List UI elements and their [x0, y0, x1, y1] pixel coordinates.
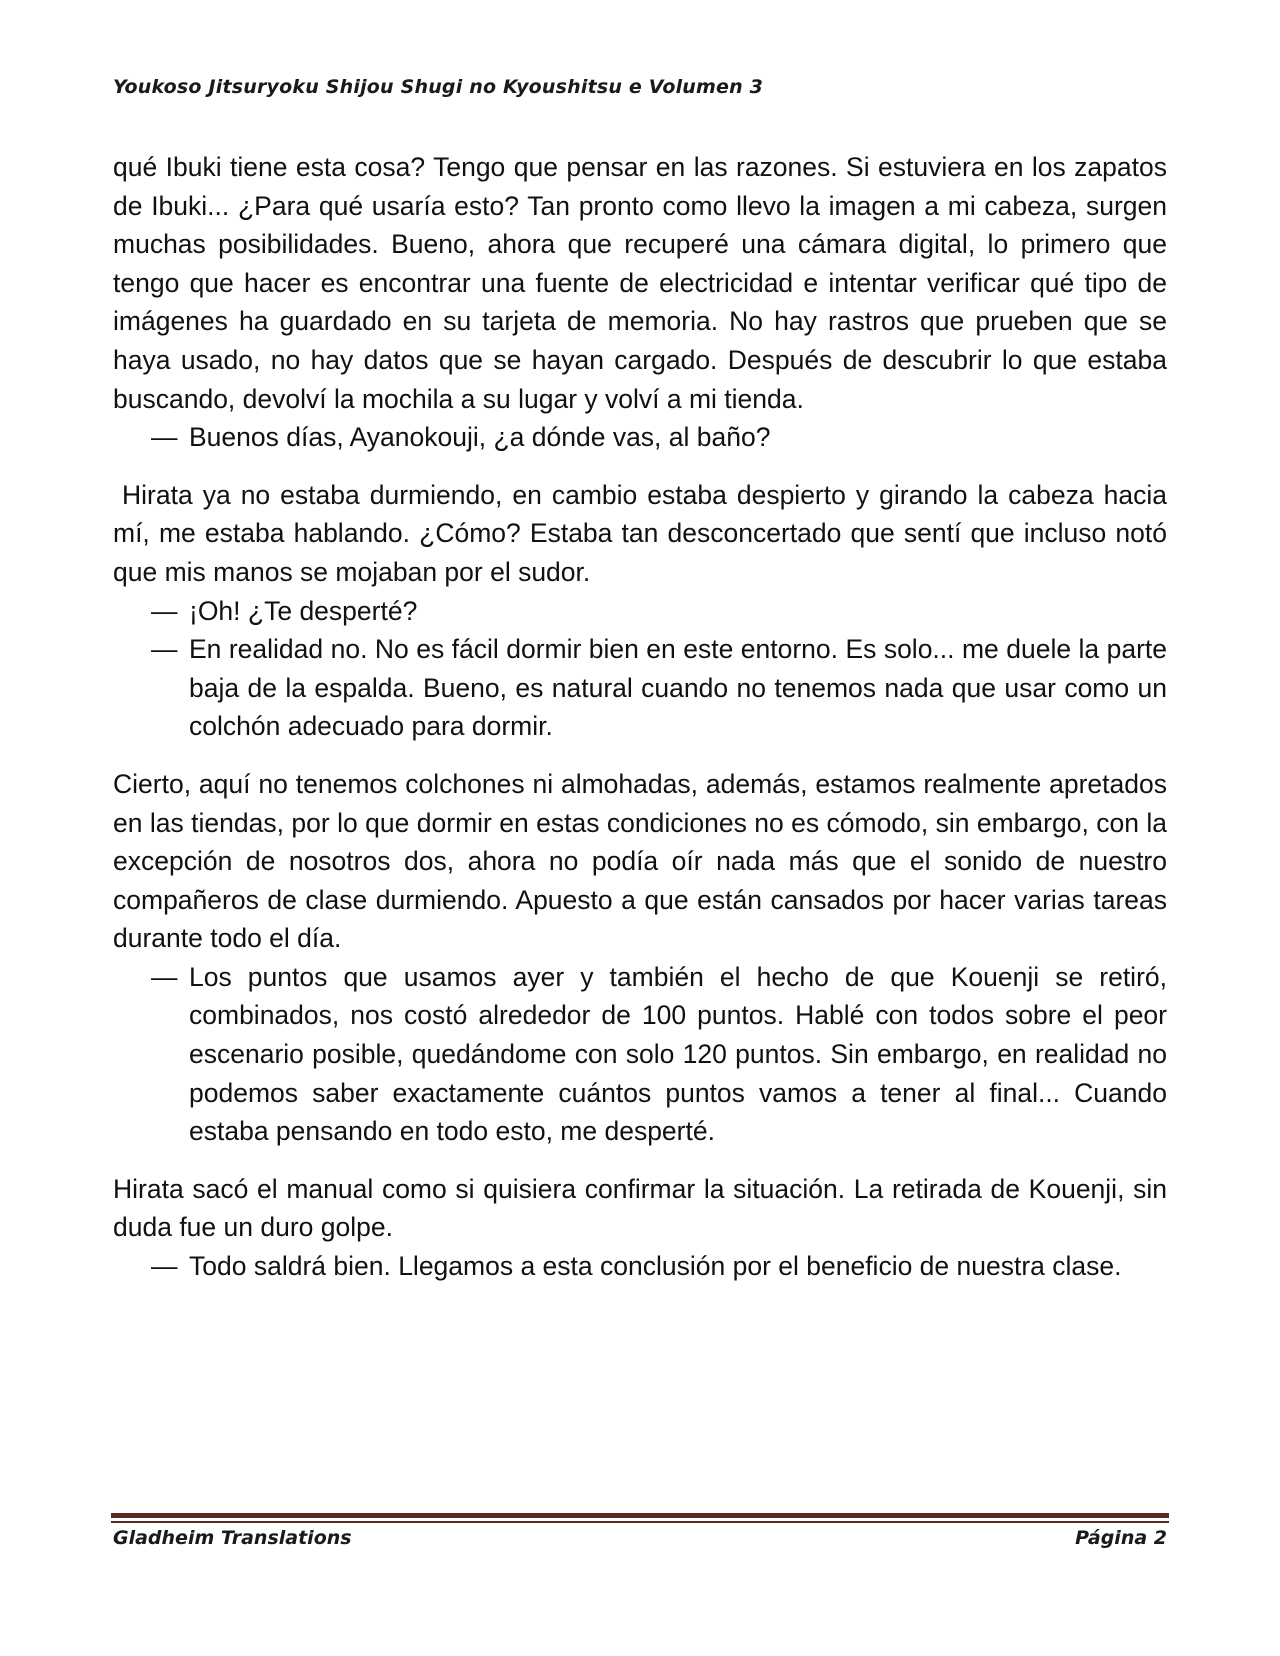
dialogue-dash: — — [151, 422, 178, 453]
dialogue-dash: — — [151, 1251, 178, 1282]
dialogue-group-1 — [113, 418, 1167, 457]
dialogue-dash: — — [151, 961, 178, 992]
paragraph-1: qué Ibuki tiene esta cosa? Tengo que pensar en las razones. Si estuviera en los zapatos de Ibuki... ¿Para qué usaría esto? Tan pronto como llevo la imagen a mi cabeza, surgen muchas posibilidades. Bueno, ahora que recuperé una cámara digital, lo primero que tengo que hacer es encontrar una fuente de electricidad e intentar verificar qué tipo de imágenes ha guardado en su tarjeta de memoria. No hay rastros que prueben que se haya usado, no hay datos que se hayan cargado. Después de descubrir lo que estaba buscando, devolví la mochila a su lugar y volví a mi tienda. — [113, 152, 1167, 414]
dialogue-text: Todo saldrá bien. Llegamos a esta conclusión por el beneficio de nuestra clase. — [189, 1251, 1122, 1282]
footer-page-number: Página 2 — [1075, 1527, 1167, 1549]
dialogue-line-3 — [113, 630, 1167, 746]
dialogue-dash: — — [151, 595, 178, 626]
dialogue-text: Los puntos que usamos ayer y también el hecho de que Kouenji se retiró, combinados, nos costó alrededor de 100 puntos. Hablé con todos sobre el peor escenario posible, quedándome con solo 120 puntos. Sin embargo, en realidad no podemos saber exactamente cuántos puntos vamos a tener al final... Cuando estaba pensando en todo esto, me desperté. — [189, 961, 1167, 1147]
paragraph-3: Cierto, aquí no tenemos colchones ni almohadas, además, estamos realmente apretados en las tiendas, por lo que dormir en estas condiciones no es cómodo, sin embargo, con la excepción de nosotros dos, ahora no podía oír nada más que el sonido de nuestro compañeros de clase durmiendo. Apuesto a que están cansados por hacer varias tareas durante todo el día. — [113, 768, 1167, 954]
dialogue-line-2 — [113, 592, 1167, 631]
dialogue-group-2 — [113, 592, 1167, 746]
dialogue-text: En realidad no. No es fácil dormir bien en este entorno. Es solo... me duele la parte baja de la espalda. Bueno, es natural cuando no tenemos nada que usar como un colchón adecuado para dormir. — [189, 634, 1167, 742]
footer-translator-credit: Gladheim Translations — [113, 1527, 352, 1549]
footer-divider-thick — [111, 1513, 1169, 1518]
body-text — [113, 148, 1167, 1286]
dialogue-line-4 — [113, 958, 1167, 1151]
dialogue-line-5 — [113, 1247, 1167, 1286]
dialogue-line-1 — [113, 418, 1167, 457]
paragraph-4: Hirata sacó el manual como si quisiera confirmar la situación. La retirada de Kouenji, sin duda fue un duro golpe. — [113, 1173, 1167, 1243]
dialogue-dash: — — [151, 634, 178, 665]
dialogue-group-3 — [113, 958, 1167, 1151]
dialogue-group-4 — [113, 1247, 1167, 1286]
paragraph-2: Hirata ya no estaba durmiendo, en cambio estaba despierto y girando la cabeza hacia mí, me estaba hablando. ¿Cómo? Estaba tan desconcertado que sentí que incluso notó que mis manos se mojaban por el sudor. — [113, 479, 1167, 587]
dialogue-text: ¡Oh! ¿Te desperté? — [189, 595, 418, 626]
dialogue-text: Buenos días, Ayanokouji, ¿a dónde vas, al baño? — [189, 422, 771, 453]
footer-divider-thin — [111, 1521, 1169, 1523]
running-header-title: Youkoso Jitsuryoku Shijou Shugi no Kyoushitsu e Volumen 3 — [113, 76, 764, 98]
